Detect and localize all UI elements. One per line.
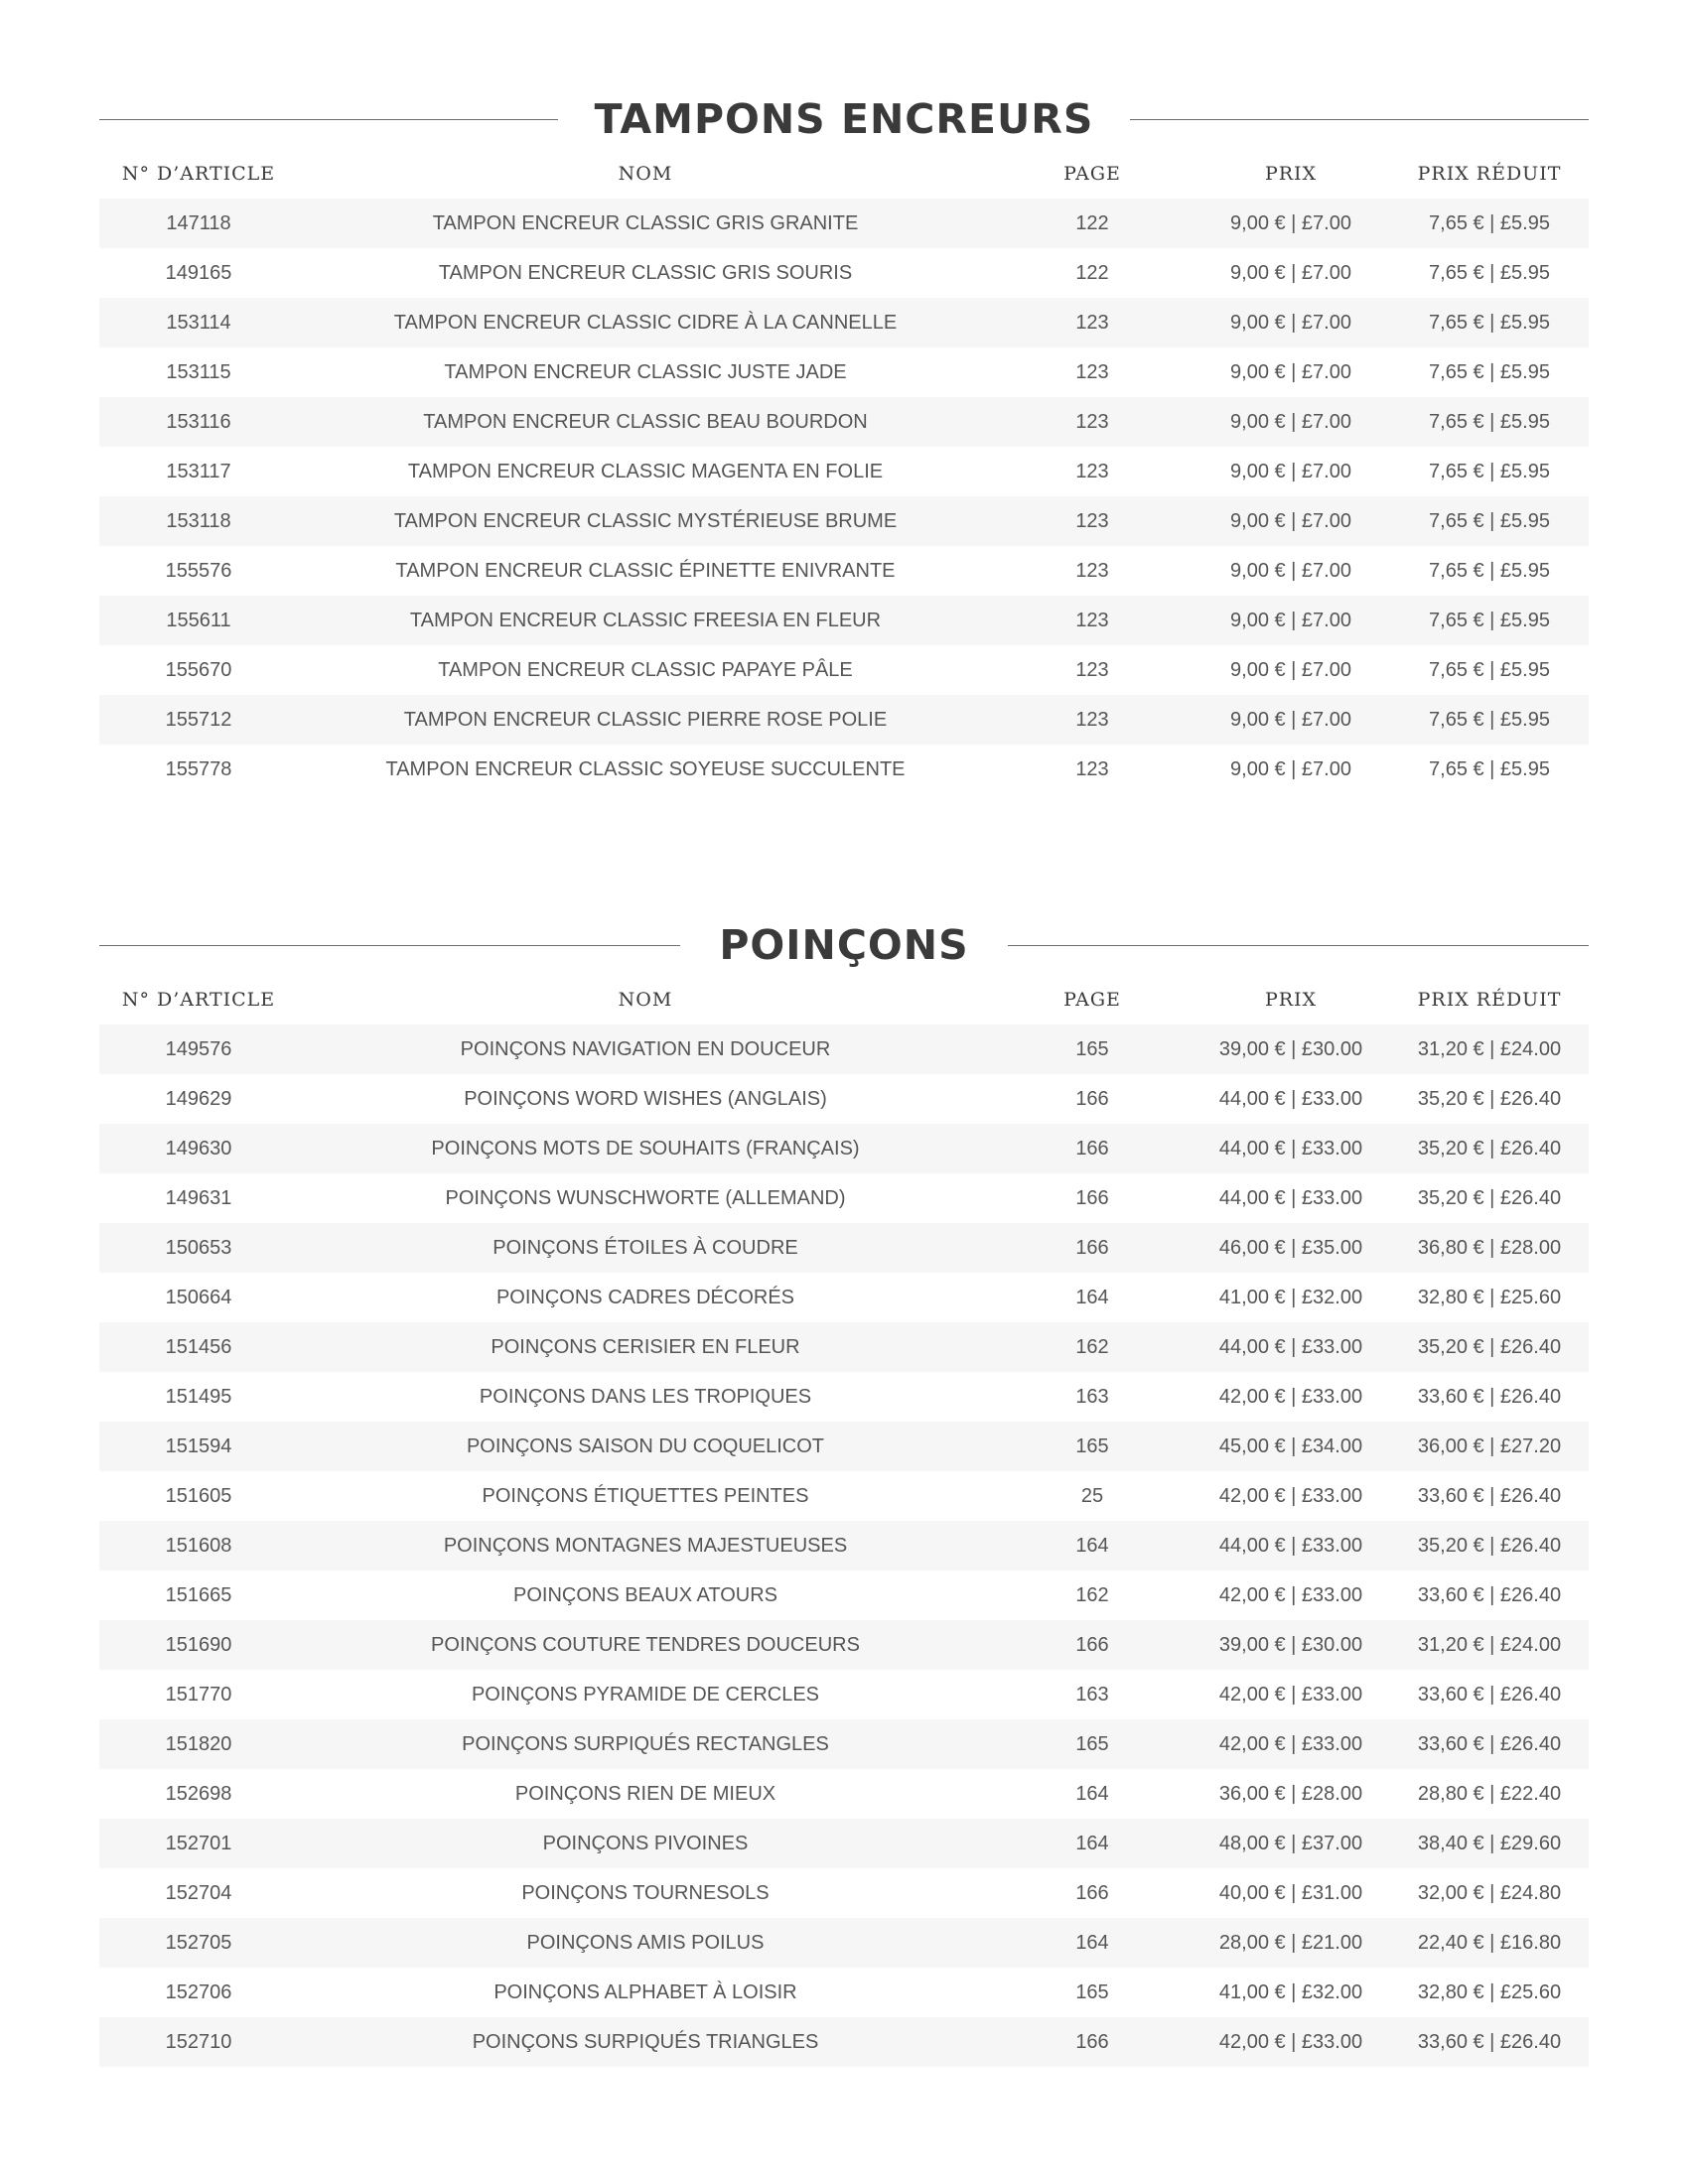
cell-article-number: 155778 — [165, 757, 232, 780]
header-rule-left — [99, 119, 558, 120]
cell-name: POINÇONS BEAUX ATOURS — [513, 1583, 777, 1606]
cell-article-number: 155611 — [99, 596, 298, 645]
table-row — [99, 1968, 1589, 2017]
cell-price: 9,00 € | £7.00 — [1230, 559, 1351, 582]
cell-article-number: 149576 — [99, 1024, 298, 1074]
cell-price: 44,00 € | £33.00 — [1192, 1521, 1390, 1570]
cell-price: 41,00 € | £32.00 — [1218, 1980, 1363, 2003]
cell-article-number: 151605 — [165, 1484, 232, 1507]
column-header-name: NOM — [618, 989, 673, 1011]
cell-name: TAMPON ENCREUR CLASSIC JUSTE JADE — [444, 360, 847, 383]
cell-reduced-price: 31,20 € | £24.00 — [1390, 1620, 1589, 1670]
column-header-price: PRIX — [1264, 989, 1318, 1011]
table-row — [99, 1124, 1589, 1173]
cell-reduced-price: 7,65 € | £5.95 — [1429, 658, 1550, 681]
cell-price: 9,00 € | £7.00 — [1192, 298, 1390, 347]
cell-name: POINÇONS DANS LES TROPIQUES — [479, 1385, 812, 1408]
cell-article-number: 152705 — [99, 1918, 298, 1968]
cell-article-number: 151456 — [99, 1322, 298, 1372]
cell-article-number: 150664 — [165, 1286, 232, 1308]
table-header-row — [99, 975, 1589, 1024]
cell-page: 162 — [1075, 1583, 1109, 1606]
cell-price: 42,00 € | £33.00 — [1218, 1583, 1363, 1606]
cell-reduced-price: 33,60 € | £26.40 — [1390, 1719, 1589, 1769]
price-table — [99, 149, 1589, 794]
cell-page: 164 — [993, 1521, 1192, 1570]
cell-name: TAMPON ENCREUR CLASSIC ÉPINETTE ENIVRANTE — [395, 559, 896, 582]
section-tampons-encreurs — [99, 89, 1589, 794]
cell-article-number: 152701 — [99, 1819, 298, 1868]
table-row — [99, 645, 1589, 695]
cell-page: 165 — [993, 1719, 1192, 1769]
cell-page: 123 — [993, 397, 1192, 447]
cell-page: 166 — [993, 1124, 1192, 1173]
cell-article-number: 147118 — [99, 199, 298, 248]
cell-price: 36,00 € | £28.00 — [1218, 1782, 1363, 1805]
cell-name: POINÇONS MOTS DE SOUHAITS (FRANÇAIS) — [298, 1124, 993, 1173]
cell-price: 9,00 € | £7.00 — [1230, 757, 1351, 780]
section-title: POINÇONS — [687, 915, 1000, 975]
cell-reduced-price: 7,65 € | £5.95 — [1390, 199, 1589, 248]
section-header — [99, 89, 1589, 149]
cell-article-number: 151665 — [165, 1583, 232, 1606]
cell-reduced-price: 7,65 € | £5.95 — [1390, 695, 1589, 745]
cell-name: POINÇONS TOURNESOLS — [521, 1881, 770, 1904]
cell-reduced-price: 7,65 € | £5.95 — [1390, 496, 1589, 546]
header-rule-right — [1008, 945, 1589, 946]
cell-reduced-price: 7,65 € | £5.95 — [1429, 559, 1550, 582]
cell-reduced-price: 32,00 € | £24.80 — [1417, 1881, 1562, 1904]
table-row — [99, 1074, 1589, 1124]
cell-page: 123 — [993, 298, 1192, 347]
cell-reduced-price: 35,20 € | £26.40 — [1390, 1124, 1589, 1173]
cell-reduced-price: 7,65 € | £5.95 — [1390, 397, 1589, 447]
table-row — [99, 1868, 1589, 1918]
table-row — [99, 347, 1589, 397]
table-row — [99, 1372, 1589, 1422]
cell-page: 123 — [1075, 360, 1109, 383]
cell-article-number: 149630 — [99, 1124, 298, 1173]
table-row — [99, 1471, 1589, 1521]
cell-page: 123 — [1075, 559, 1109, 582]
table-row — [99, 248, 1589, 298]
cell-article-number: 155712 — [99, 695, 298, 745]
cell-page: 165 — [993, 1422, 1192, 1471]
cell-name: POINÇONS SAISON DU COQUELICOT — [298, 1422, 993, 1471]
cell-reduced-price: 33,60 € | £26.40 — [1390, 2017, 1589, 2067]
table-row — [99, 1918, 1589, 1968]
cell-price: 40,00 € | £31.00 — [1218, 1881, 1363, 1904]
column-header-page: PAGE — [1063, 989, 1121, 1011]
table-row — [99, 1769, 1589, 1819]
cell-reduced-price: 31,20 € | £24.00 — [1390, 1024, 1589, 1074]
cell-page: 166 — [993, 1620, 1192, 1670]
cell-page: 122 — [993, 199, 1192, 248]
cell-article-number: 155576 — [165, 559, 232, 582]
cell-reduced-price: 35,20 € | £26.40 — [1417, 1186, 1562, 1209]
cell-reduced-price: 28,80 € | £22.40 — [1417, 1782, 1562, 1805]
table-row — [99, 397, 1589, 447]
cell-name: POINÇONS PIVOINES — [298, 1819, 993, 1868]
cell-price: 44,00 € | £33.00 — [1192, 1124, 1390, 1173]
cell-page: 163 — [1075, 1385, 1109, 1408]
cell-article-number: 151690 — [99, 1620, 298, 1670]
table-row — [99, 1620, 1589, 1670]
cell-price: 48,00 € | £37.00 — [1192, 1819, 1390, 1868]
cell-name: TAMPON ENCREUR CLASSIC MAGENTA EN FOLIE — [407, 460, 884, 482]
cell-page: 166 — [1075, 1087, 1109, 1110]
cell-name: POINÇONS RIEN DE MIEUX — [514, 1782, 776, 1805]
table-row — [99, 1322, 1589, 1372]
table-row — [99, 1570, 1589, 1620]
table-row — [99, 745, 1589, 794]
cell-price: 9,00 € | £7.00 — [1192, 397, 1390, 447]
cell-price: 9,00 € | £7.00 — [1192, 199, 1390, 248]
cell-name: POINÇONS AMIS POILUS — [298, 1918, 993, 1968]
cell-article-number: 153115 — [166, 360, 231, 383]
table-row — [99, 298, 1589, 347]
cell-price: 41,00 € | £32.00 — [1218, 1286, 1363, 1308]
cell-reduced-price: 32,80 € | £25.60 — [1417, 1980, 1562, 2003]
cell-name: POINÇONS MONTAGNES MAJESTUEUSES — [298, 1521, 993, 1570]
cell-article-number: 151770 — [165, 1683, 232, 1706]
cell-reduced-price: 33,60 € | £26.40 — [1417, 1683, 1562, 1706]
cell-page: 123 — [993, 496, 1192, 546]
cell-article-number: 155670 — [165, 658, 232, 681]
table-row — [99, 695, 1589, 745]
cell-name: POINÇONS NAVIGATION EN DOUCEUR — [298, 1024, 993, 1074]
cell-name: TAMPON ENCREUR CLASSIC GRIS SOURIS — [438, 261, 853, 284]
cell-price: 44,00 € | £33.00 — [1192, 1322, 1390, 1372]
cell-price: 9,00 € | £7.00 — [1192, 596, 1390, 645]
cell-article-number: 152704 — [165, 1881, 232, 1904]
table-row — [99, 1670, 1589, 1719]
cell-name: TAMPON ENCREUR CLASSIC CIDRE À LA CANNELLE — [298, 298, 993, 347]
cell-reduced-price: 38,40 € | £29.60 — [1390, 1819, 1589, 1868]
table-header-row — [99, 149, 1589, 199]
cell-name: TAMPON ENCREUR CLASSIC PIERRE ROSE POLIE — [298, 695, 993, 745]
table-row — [99, 1273, 1589, 1322]
cell-article-number: 151608 — [99, 1521, 298, 1570]
cell-price: 42,00 € | £33.00 — [1218, 1683, 1363, 1706]
cell-name: POINÇONS COUTURE TENDRES DOUCEURS — [298, 1620, 993, 1670]
cell-price: 44,00 € | £33.00 — [1218, 1186, 1363, 1209]
cell-name: POINÇONS SURPIQUÉS TRIANGLES — [298, 2017, 993, 2067]
cell-reduced-price: 7,65 € | £5.95 — [1429, 460, 1550, 482]
table-row — [99, 546, 1589, 596]
cell-page: 164 — [1075, 1782, 1109, 1805]
cell-article-number: 151820 — [99, 1719, 298, 1769]
cell-page: 163 — [1075, 1683, 1109, 1706]
cell-reduced-price: 33,60 € | £26.40 — [1417, 1583, 1562, 1606]
cell-page: 123 — [1075, 460, 1109, 482]
cell-article-number: 153117 — [166, 460, 231, 482]
cell-price: 9,00 € | £7.00 — [1192, 695, 1390, 745]
cell-price: 46,00 € | £35.00 — [1192, 1223, 1390, 1273]
cell-name: TAMPON ENCREUR CLASSIC PAPAYE PÂLE — [438, 658, 853, 681]
cell-reduced-price: 32,80 € | £25.60 — [1417, 1286, 1562, 1308]
column-header-price: PRIX — [1264, 163, 1318, 185]
cell-page: 166 — [993, 2017, 1192, 2067]
cell-reduced-price: 7,65 € | £5.95 — [1390, 298, 1589, 347]
cell-page: 162 — [993, 1322, 1192, 1372]
section-header — [99, 915, 1589, 975]
cell-name: TAMPON ENCREUR CLASSIC GRIS GRANITE — [298, 199, 993, 248]
cell-price: 9,00 € | £7.00 — [1230, 360, 1351, 383]
cell-article-number: 151495 — [165, 1385, 232, 1408]
column-header-reduced-price: PRIX RÉDUIT — [1417, 989, 1562, 1011]
table-row — [99, 199, 1589, 248]
table-body — [99, 1024, 1589, 2067]
cell-reduced-price: 35,20 € | £26.40 — [1417, 1087, 1562, 1110]
cell-article-number: 152706 — [165, 1980, 232, 2003]
cell-price: 39,00 € | £30.00 — [1192, 1620, 1390, 1670]
cell-price: 9,00 € | £7.00 — [1230, 261, 1351, 284]
section-poincons — [99, 915, 1589, 2067]
cell-page: 164 — [993, 1819, 1192, 1868]
cell-reduced-price: 7,65 € | £5.95 — [1390, 596, 1589, 645]
cell-name: POINÇONS ÉTOILES À COUDRE — [298, 1223, 993, 1273]
column-header-page: PAGE — [1063, 163, 1121, 185]
table-row — [99, 2017, 1589, 2067]
cell-name: POINÇONS SURPIQUÉS RECTANGLES — [298, 1719, 993, 1769]
header-rule-right — [1130, 119, 1589, 120]
table-row — [99, 1819, 1589, 1868]
column-header-name: NOM — [618, 163, 673, 185]
cell-page: 164 — [1075, 1286, 1109, 1308]
cell-page: 165 — [1075, 1980, 1109, 2003]
cell-page: 165 — [993, 1024, 1192, 1074]
cell-price: 9,00 € | £7.00 — [1230, 460, 1351, 482]
column-header-article: N° D’ARTICLE — [121, 163, 276, 185]
cell-name: POINÇONS CERISIER EN FLEUR — [298, 1322, 993, 1372]
cell-page: 164 — [993, 1918, 1192, 1968]
cell-page: 123 — [993, 695, 1192, 745]
cell-reduced-price: 7,65 € | £5.95 — [1429, 261, 1550, 284]
cell-price: 44,00 € | £33.00 — [1218, 1087, 1363, 1110]
cell-price: 9,00 € | £7.00 — [1192, 496, 1390, 546]
table-row — [99, 1521, 1589, 1570]
cell-reduced-price: 36,80 € | £28.00 — [1390, 1223, 1589, 1273]
cell-price: 42,00 € | £33.00 — [1192, 2017, 1390, 2067]
cell-article-number: 150653 — [99, 1223, 298, 1273]
cell-reduced-price: 36,00 € | £27.20 — [1390, 1422, 1589, 1471]
table-row — [99, 447, 1589, 496]
table-row — [99, 1223, 1589, 1273]
cell-reduced-price: 33,60 € | £26.40 — [1417, 1385, 1562, 1408]
price-table — [99, 975, 1589, 2067]
cell-article-number: 153118 — [99, 496, 298, 546]
cell-price: 45,00 € | £34.00 — [1192, 1422, 1390, 1471]
cell-page: 123 — [1075, 757, 1109, 780]
cell-page: 166 — [1075, 1186, 1109, 1209]
cell-price: 28,00 € | £21.00 — [1192, 1918, 1390, 1968]
cell-name: POINÇONS PYRAMIDE DE CERCLES — [471, 1683, 820, 1706]
cell-price: 42,00 € | £33.00 — [1192, 1719, 1390, 1769]
column-header-article: N° D’ARTICLE — [121, 989, 276, 1011]
table-row — [99, 1719, 1589, 1769]
cell-article-number: 149631 — [165, 1186, 232, 1209]
cell-page: 123 — [993, 596, 1192, 645]
cell-article-number: 152698 — [165, 1782, 232, 1805]
cell-page: 166 — [993, 1223, 1192, 1273]
cell-price: 39,00 € | £30.00 — [1192, 1024, 1390, 1074]
cell-article-number: 153114 — [99, 298, 298, 347]
cell-article-number: 153116 — [99, 397, 298, 447]
cell-page: 25 — [1080, 1484, 1104, 1507]
table-row — [99, 596, 1589, 645]
cell-reduced-price: 7,65 € | £5.95 — [1429, 360, 1550, 383]
cell-page: 123 — [1075, 658, 1109, 681]
cell-reduced-price: 33,60 € | £26.40 — [1417, 1484, 1562, 1507]
cell-reduced-price: 7,65 € | £5.95 — [1429, 757, 1550, 780]
cell-name: TAMPON ENCREUR CLASSIC BEAU BOURDON — [298, 397, 993, 447]
cell-name: POINÇONS WUNSCHWORTE (ALLEMAND) — [445, 1186, 846, 1209]
section-title: TAMPONS ENCREURS — [563, 89, 1126, 149]
cell-price: 42,00 € | £33.00 — [1218, 1385, 1363, 1408]
table-row — [99, 496, 1589, 546]
cell-reduced-price: 35,20 € | £26.40 — [1390, 1322, 1589, 1372]
cell-page: 166 — [1075, 1881, 1109, 1904]
cell-name: POINÇONS WORD WISHES (ANGLAIS) — [464, 1087, 827, 1110]
table-row — [99, 1422, 1589, 1471]
header-rule-left — [99, 945, 680, 946]
table-row — [99, 1024, 1589, 1074]
cell-name: TAMPON ENCREUR CLASSIC MYSTÉRIEUSE BRUME — [298, 496, 993, 546]
cell-name: POINÇONS ÉTIQUETTES PEINTES — [482, 1484, 809, 1507]
table-body — [99, 199, 1589, 794]
cell-page: 122 — [1075, 261, 1109, 284]
cell-reduced-price: 22,40 € | £16.80 — [1390, 1918, 1589, 1968]
cell-article-number: 149629 — [165, 1087, 232, 1110]
table-row — [99, 1173, 1589, 1223]
cell-article-number: 149165 — [165, 261, 232, 284]
cell-name: POINÇONS ALPHABET À LOISIR — [493, 1980, 797, 2003]
cell-article-number: 151594 — [99, 1422, 298, 1471]
cell-price: 9,00 € | £7.00 — [1230, 658, 1351, 681]
cell-name: POINÇONS CADRES DÉCORÉS — [495, 1286, 795, 1308]
cell-article-number: 152710 — [99, 2017, 298, 2067]
cell-reduced-price: 35,20 € | £26.40 — [1390, 1521, 1589, 1570]
column-header-reduced-price: PRIX RÉDUIT — [1417, 163, 1562, 185]
cell-name: TAMPON ENCREUR CLASSIC FREESIA EN FLEUR — [298, 596, 993, 645]
cell-name: TAMPON ENCREUR CLASSIC SOYEUSE SUCCULENTE — [385, 757, 906, 780]
cell-price: 42,00 € | £33.00 — [1218, 1484, 1363, 1507]
